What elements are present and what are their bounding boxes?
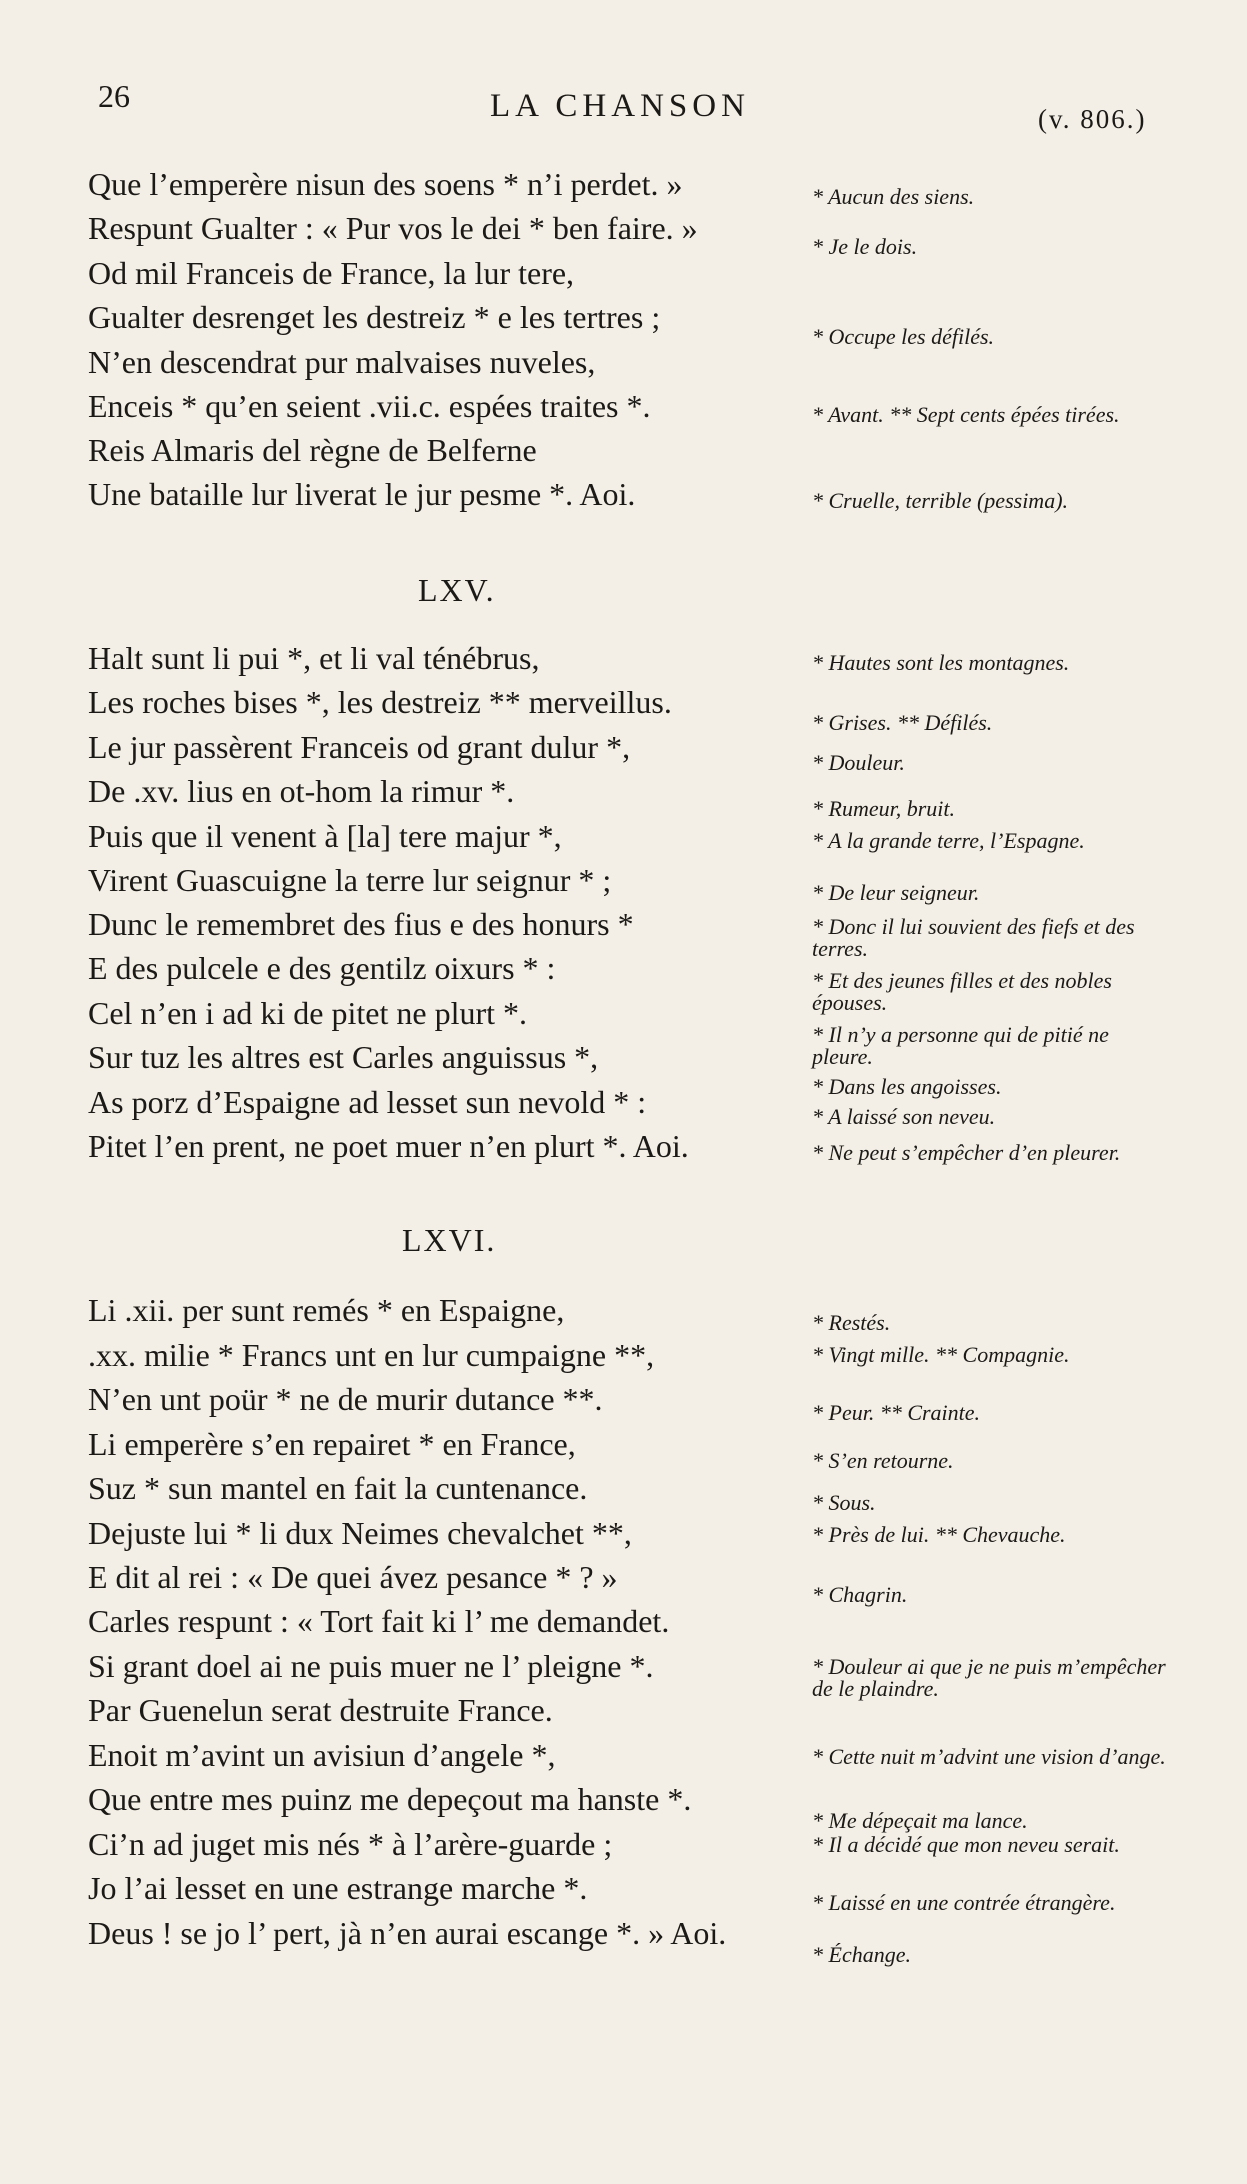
verse-line: Cel n’en i ad ki de pitet ne plurt *. — [88, 995, 527, 1031]
gloss-note: * Chagrin. — [812, 1582, 908, 1607]
stanza-heading: LXVI. — [402, 1222, 497, 1258]
verse-line: Si grant doel ai ne puis muer ne l’ pleigne *. — [88, 1648, 654, 1684]
verse-line: Les roches bises *, les destreiz ** merveillus. — [88, 684, 672, 720]
verse-line: Par Guenelun serat destruite France. — [88, 1692, 553, 1728]
verse-line: As porz d’Espaigne ad lesset sun nevold * : — [88, 1084, 647, 1120]
gloss-note: * Sous. — [812, 1490, 876, 1515]
verse-line: De .xv. lius en ot-hom la rimur *. — [88, 773, 515, 809]
verse-line: N’en descendrat pur malvaises nuveles, — [88, 344, 596, 380]
gloss-note: * De leur seigneur. — [812, 880, 980, 905]
verse-line: Dejuste lui * li dux Neimes chevalchet **, — [88, 1515, 632, 1551]
verse-line: Dunc le remembret des fius e des honurs * — [88, 906, 634, 942]
gloss-note: * Ne peut s’empêcher d’en pleurer. — [812, 1140, 1121, 1165]
verse-line: Enceis * qu’en seient .vii.c. espées traites *. — [88, 388, 651, 424]
verse-line: E dit al rei : « De quei ávez pesance * ? » — [88, 1559, 618, 1595]
gloss-note: * Cruelle, terrible (pessima). — [812, 488, 1069, 513]
verse-line: Suz * sun mantel en fait la cuntenance. — [88, 1470, 588, 1506]
verse-line: Que l’emperère nisun des soens * n’i perdet. » — [88, 166, 683, 202]
gloss-note: * Douleur. — [812, 750, 905, 775]
verse-line: Puis que il venent à [la] tere majur *, — [88, 818, 562, 854]
stanza-heading: LXV. — [418, 572, 496, 608]
gloss-note: * Cette nuit m’advint une vision d’ange. — [812, 1744, 1166, 1769]
verse-line: Li emperère s’en repairet * en France, — [88, 1426, 576, 1462]
gloss-note: * A laissé son neveu. — [812, 1104, 996, 1129]
verse-line: N’en unt poür * ne de murir dutance **. — [88, 1381, 603, 1417]
gloss-note: * Grises. ** Défilés. — [812, 710, 993, 735]
verse-line: Que entre mes puinz me depeçout ma hanste *. — [88, 1781, 692, 1817]
gloss-note: * Restés. — [812, 1310, 891, 1335]
verse-line: Jo l’ai lesset en une estrange marche *. — [88, 1870, 588, 1906]
gloss-note: * Et des jeunes filles et des nobles épouses. — [812, 968, 1112, 1015]
verse-line: Carles respunt : « Tort fait ki l’ me demandet. — [88, 1603, 670, 1639]
verse-line: Li .xii. per sunt remés * en Espaigne, — [88, 1292, 565, 1328]
gloss-note: * Près de lui. ** Chevauche. — [812, 1522, 1066, 1547]
gloss-note: * Aucun des siens. — [812, 184, 975, 209]
gloss-note: * Il a décidé que mon neveu serait. — [812, 1832, 1120, 1857]
verse-line: Gualter desrenget les destreiz * e les tertres ; — [88, 299, 661, 335]
verse-line: Enoit m’avint un avisiun d’angele *, — [88, 1737, 556, 1773]
verse-line: Respunt Gualter : « Pur vos le dei * ben faire. » — [88, 210, 698, 246]
verse-line: E des pulcele e des gentilz oixurs * : — [88, 950, 556, 986]
verse-line: Od mil Franceis de France, la lur tere, — [88, 255, 575, 291]
gloss-note: * Rumeur, bruit. — [812, 796, 955, 821]
gloss-note: * Il n’y a personne qui de pitié ne pleure. — [812, 1022, 1109, 1069]
gloss-note: * Échange. — [812, 1942, 911, 1967]
verse-reference: (v. 806.) — [1038, 104, 1147, 134]
gloss-note: * Je le dois. — [812, 234, 918, 259]
gloss-note: * Dans les angoisses. — [812, 1074, 1002, 1099]
gloss-note: * Vingt mille. ** Compagnie. — [812, 1342, 1070, 1367]
gloss-note: * Me dépeçait ma lance. — [812, 1808, 1028, 1833]
gloss-note: * A la grande terre, l’Espagne. — [812, 828, 1085, 853]
gloss-note: * Peur. ** Crainte. — [812, 1400, 981, 1425]
verse-line: Virent Guascuigne la terre lur seignur * ; — [88, 862, 612, 898]
gloss-note: * Hautes sont les montagnes. — [812, 650, 1070, 675]
gloss-note: * Douleur ai que je ne puis m’empêcher de le plaindre. — [812, 1654, 1166, 1701]
gloss-note: * Occupe les défilés. — [812, 324, 995, 349]
gloss-note: * S’en retourne. — [812, 1448, 954, 1473]
verse-line: Deus ! se jo l’ pert, jà n’en aurai escange *. » Aoi. — [88, 1915, 727, 1951]
running-title: LA CHANSON — [490, 88, 750, 124]
gloss-note: * Laissé en une contrée étrangère. — [812, 1890, 1116, 1915]
verse-line: Une bataille lur liverat le jur pesme *. Aoi. — [88, 476, 636, 512]
verse-line: Le jur passèrent Franceis od grant dulur *, — [88, 729, 631, 765]
gloss-note: * Avant. ** Sept cents épées tirées. — [812, 402, 1120, 427]
verse-line: Reis Almaris del règne de Belferne — [88, 432, 537, 468]
verse-line: .xx. milie * Francs unt en lur cumpaigne **, — [88, 1337, 655, 1373]
verse-line: Sur tuz les altres est Carles anguissus *, — [88, 1039, 599, 1075]
gloss-note: * Donc il lui souvient des fiefs et des terres. — [812, 914, 1135, 961]
verse-line: Ci’n ad juget mis nés * à l’arère-guarde ; — [88, 1826, 613, 1862]
verse-line: Pitet l’en prent, ne poet muer n’en plurt *. Aoi. — [88, 1128, 689, 1164]
page-number: 26 — [98, 78, 130, 114]
verse-line: Halt sunt li pui *, et li val ténébrus, — [88, 640, 540, 676]
